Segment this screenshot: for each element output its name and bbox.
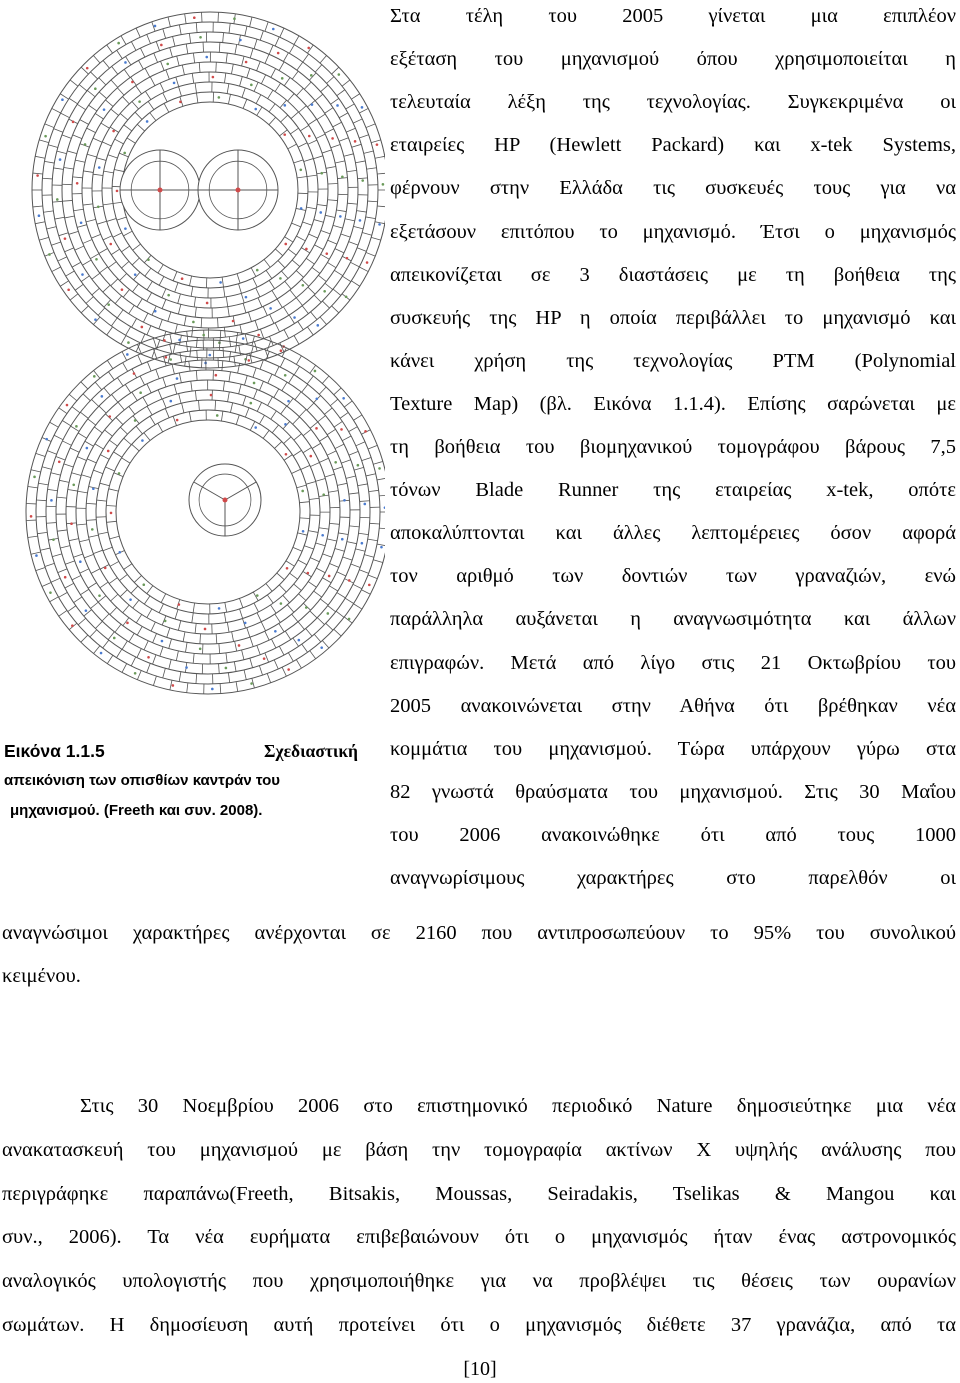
text-line: κομμάτια του μηχανισμού. Τώρα υπάρχουν γύρω στα: [390, 737, 956, 760]
text-line: αναλογικός υπολογιστής που χρησιμοποιήθηκε για να προβλέψει τις θέσεις των ουρανίων: [2, 1270, 956, 1293]
caption-title-word: Σχεδιαστική: [264, 741, 358, 761]
text-line: τον αριθμό των δοντιών των γραναζιών, ενώ: [390, 565, 956, 588]
text-line: τη βοήθεια του βιομηχανικού τομογράφου βάρους 7,5: [390, 436, 956, 458]
caption-line-3: μηχανισμού. (Freeth και συν. 2008).: [10, 802, 263, 819]
text-line: του 2006 ανακοινώθηκε ότι από τους 1000: [390, 823, 956, 846]
text-line: αναγνώσιμοι χαρακτήρες ανέρχονται σε 2160 που αντιπροσωπεύουν το 95% του συνολικού: [2, 922, 956, 944]
text-line: 2005 ανακοινώνεται στην Αθήνα ότι βρέθηκαν νέα: [390, 694, 956, 717]
text-line: κειμένου.: [2, 965, 81, 987]
text-line: ανακατασκευή του μηχανισμού με βάση την τομογραφία ακτίνων Χ υψηλής ανάλυσης που: [2, 1138, 956, 1161]
text-line: επιγραφών. Μετά από λίγο στις 21 Οκτωβρίου του: [390, 651, 956, 674]
text-line: συν., 2006). Τα νέα ευρήματα επιβεβαιώνουν ότι ο μηχανισμός ήταν ένας αστρονομικός: [2, 1226, 956, 1249]
text-line: 82 γνωστά θραύσματα του μηχανισμού. Στις 30 Μαΐου: [390, 780, 956, 803]
caption-line-2: απεικόνιση των οπισθίων καντράν του: [4, 772, 280, 789]
text-line: εταιρείες HP (Hewlett Packard) και x-tek Systems,: [390, 134, 956, 157]
text-line: φέρνουν στην Ελλάδα τις συσκευές τους για να: [390, 177, 956, 200]
text-line: απεικονίζεται σε 3 διαστάσεις με τη βοήθεια της: [390, 263, 956, 286]
caption-figure-number: Εικόνα 1.1.5: [4, 741, 105, 761]
antikythera-back-dials-figure: [0, 0, 385, 730]
lower-spiral-dial: [26, 330, 385, 694]
text-line: τελευταία λέξη της τεχνολογίας. Συγκεκριμένα οι: [390, 91, 956, 114]
text-line: κάνει χρήση της τεχνολογίας PTM (Polynomial: [390, 349, 956, 372]
text-line: εξέταση του μηχανισμού όπου χρησιμοποιείται η: [390, 48, 956, 71]
text-line: τόνων Blade Runner της εταιρείας x-tek, οπότε: [390, 479, 956, 502]
upper-spiral-dial: [32, 12, 385, 368]
text-line: σωμάτων. Η δημοσίευση αυτή προτείνει ότι ο μηχανισμός διέθετε 37 γρανάζια, από τα: [2, 1314, 956, 1336]
text-line: Στα τέλη του 2005 γίνεται μια επιπλέον: [390, 5, 956, 27]
figure-caption: [4, 740, 358, 822]
text-line: Texture Map) (βλ. Εικόνα 1.1.4). Επίσης σαρώνεται με: [390, 392, 956, 415]
text-line: συσκευής της HP η οποία περιβάλλει το μηχανισμό και: [390, 306, 956, 329]
text-line: παράλληλα αυξάνεται η αναγνωσιμότητα και άλλων: [390, 608, 956, 631]
text-line: αναγνωρίσιμους χαρακτήρες στο παρελθόν οι: [390, 867, 956, 889]
text-line: αποκαλύπτονται και άλλες λεπτομέρειες όσον αφορά: [390, 522, 956, 545]
page-number: [10]: [463, 1358, 497, 1380]
text-line: περιγράφηκε παραπάνω(Freeth, Bitsakis, Moussas, Seiradakis, Tselikas & Mangou και: [2, 1182, 956, 1205]
text-line: εξετάσουν επιτόπου το μηχανισμό. Έτσι ο μηχανισμός: [390, 220, 956, 243]
text-line: Στις 30 Νοεμβρίου 2006 στο επιστημονικό περιοδικό Nature δημοσιεύτηκε μια νέα: [80, 1095, 956, 1117]
